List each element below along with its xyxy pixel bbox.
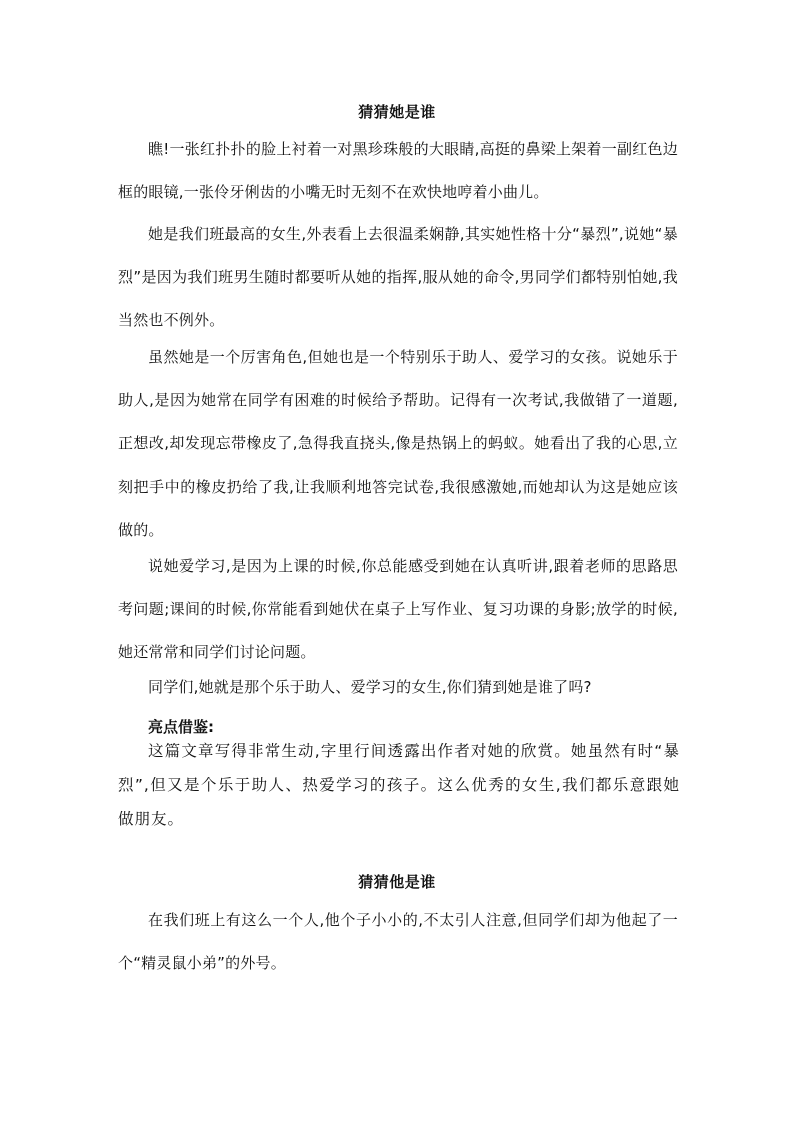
- highlight-heading: 亮点借鉴:: [148, 718, 214, 736]
- story-1-title: 猜猜她是谁: [358, 103, 436, 121]
- story-2-paragraph-1: 在我们班上有这么一个人,他个子小小的,不太引人注意,但同学们却为他起了一个“精灵鼠小弟”的外号。: [118, 911, 678, 973]
- story-1-paragraph-2: 她是我们班最高的女生,外表看上去很温柔娴静,其实她性格十分“暴烈”,说她“暴烈”是因为我们班男生随时都要听从她的指挥,服从她的命令,男同学们都特别怕她,我当然也不例外。: [118, 225, 678, 330]
- story-1-paragraph-4: 说她爱学习,是因为上课的时候,你总能感受到她在认真听讲,跟着老师的思路思考问题;课间的时候,你常能看到她伏在桌子上写作业、复习功课的身影;放学的时候,她还常常和同学们讨论问题。: [118, 557, 678, 662]
- story-1-paragraph-5: 同学们,她就是那个乐于助人、爱学习的女生,你们猜到她是谁了吗?: [148, 678, 592, 696]
- highlight-commentary: 这篇文章写得非常生动,字里行间透露出作者对她的欣赏。她虽然有时“暴烈”,但又是个乐于助人、热爱学习的孩子。这么优秀的女生,我们都乐意跟她做朋友。: [118, 742, 680, 828]
- story-1-paragraph-1: 瞧!一张红扑扑的脸上衬着一对黑珍珠般的大眼睛,高挺的鼻梁上架着一副红色边框的眼镜,一张伶牙俐齿的小嘴无时无刻不在欢快地哼着小曲儿。: [118, 140, 678, 202]
- story-2-title: 猜猜他是谁: [358, 873, 436, 891]
- story-1-paragraph-3: 虽然她是一个厉害角色,但她也是一个特别乐于助人、爱学习的女孩。说她乐于助人,是因为她常在同学有困难的时候给予帮助。记得有一次考试,我做错了一道题,正想改,却发现忘带橡皮了,急得我直挠头,像是热锅上的蚂蚁。她看出了我的心思,立刻把手中的橡皮扔给了我,让我顺利地答完试卷,我很感激她,而她却认为这是她应该做的。: [118, 348, 678, 539]
